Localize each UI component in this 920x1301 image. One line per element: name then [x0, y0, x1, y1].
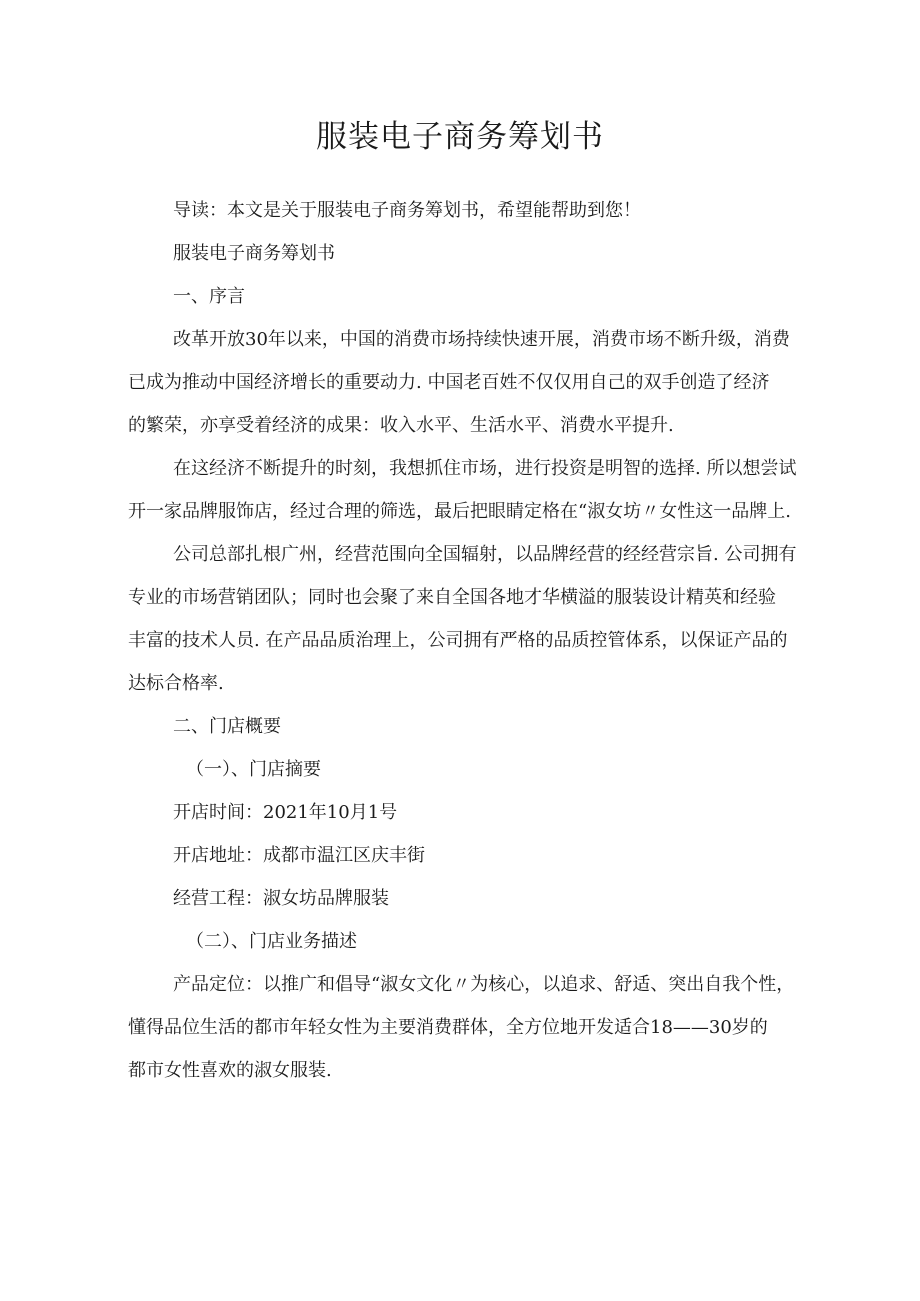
preface-paragraph-2: [128, 447, 804, 533]
product-positioning-paragraph: [128, 963, 804, 1092]
document-title: 服装电子商务筹划书: [316, 119, 604, 155]
text-line: 已成为推动中国经济增长的重要动力. 中国老百姓不仅仅用自己的双手创造了经济: [128, 372, 770, 393]
subsection-heading-store-summary: （一）、门店摘要: [186, 759, 321, 780]
document-body: [128, 189, 804, 1092]
text-line: 专业的市场营销团队；同时也会聚了来自全国各地才华横溢的服装设计精英和经验: [128, 587, 776, 608]
text-line: 的繁荣，亦享受着经济的成果：收入水平、生活水平、消费水平提升.: [128, 415, 674, 436]
text-line: 丰富的技术人员. 在产品品质治理上，公司拥有严格的品质控管体系，以保证产品的: [128, 630, 788, 651]
text-line: 开一家品牌服饰店，经过合理的筛选，最后把眼睛定格在“淑女坊〃女性这一品牌上.: [128, 501, 791, 522]
section-heading-preface: 一、序言: [173, 286, 245, 307]
text-line: 公司总部扎根广州，经营范围向全国辐射，以品牌经营的经经营宗旨. 公司拥有: [173, 544, 797, 565]
text-line: 懂得品位生活的都市年轻女性为主要消费群体，全方位地开发适合18——30岁的: [128, 1017, 768, 1038]
store-open-time: 开店时间：2021年10月1号: [173, 802, 398, 823]
text-line: 达标合格率.: [128, 673, 224, 694]
preface-paragraph-1: [128, 318, 804, 447]
text-line: 改革开放30年以来，中国的消费市场持续快速开展，消费市场不断升级，消费: [173, 329, 790, 350]
preface-paragraph-3: [128, 533, 804, 705]
text-line: 产品定位：以推广和倡导“淑女文化〃为核心，以追求、舒适、突出自我个性，: [173, 974, 795, 995]
store-business: 经营工程：淑女坊品牌服装: [173, 888, 389, 909]
subsection-heading-business-description: （二）、门店业务描述: [186, 931, 357, 952]
intro-paragraph: 导读：本文是关于服装电子商务筹划书，希望能帮助到您！: [173, 200, 641, 221]
text-line: 都市女性喜欢的淑女服装.: [128, 1060, 332, 1081]
subtitle-paragraph: 服装电子商务筹划书: [173, 243, 335, 264]
section-heading-store-overview: 二、门店概要: [173, 716, 281, 737]
store-address: 开店地址：成都市温江区庆丰街: [173, 845, 425, 866]
text-line: 在这经济不断提升的时刻，我想抓住市场，进行投资是明智的选择. 所以想尝试: [173, 458, 797, 479]
